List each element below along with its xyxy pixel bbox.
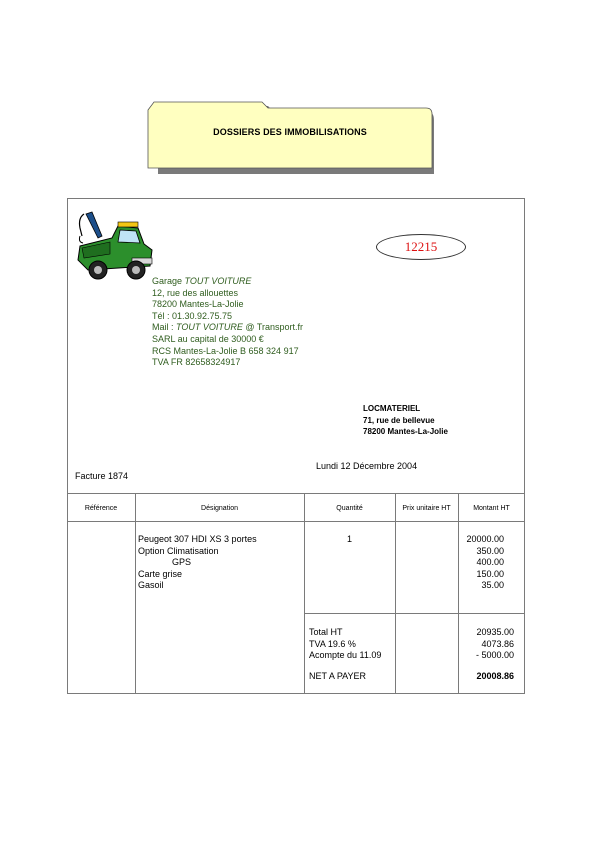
designation-list: [138, 534, 257, 592]
company-capital: SARL au capital de 30000 €: [152, 333, 264, 344]
amount-list: [458, 534, 504, 592]
amount-item: 350.00: [476, 545, 504, 556]
totals-labels: [309, 627, 381, 682]
folder-title: DOSSIERS DES IMMOBILISATIONS: [213, 127, 367, 137]
table-totals-border: [304, 613, 525, 614]
company-mail: Mail : TOUT VOITURE @ Transport.fr: [152, 322, 304, 333]
amount-item: 35.00: [481, 580, 504, 591]
company-name-line: Garage TOUT VOITURE: [152, 276, 252, 286]
net-a-payer-label: NET A PAYER: [309, 670, 367, 681]
header-quantity: Quantité: [336, 505, 363, 512]
amount-item: 400.00: [476, 557, 504, 568]
company-tva: TVA FR 82658324917: [152, 357, 241, 368]
folder-header: [146, 100, 438, 176]
company-address1: 12, rue des allouettes: [152, 287, 239, 298]
amount-item: 150.00: [476, 568, 504, 579]
company-phone: Tél : 01.30.92.75.75: [152, 310, 233, 321]
header-amount: Montant HT: [473, 505, 510, 512]
header-designation: Désignation: [201, 505, 238, 512]
designation-item: Peugeot 307 HDI XS 3 portes: [138, 534, 257, 544]
table-col-divider-3: [395, 493, 396, 694]
table-col-divider-2: [304, 493, 305, 694]
recipient-name: LOCMATERIEL: [363, 404, 421, 413]
tva-value: 4073.86: [481, 638, 514, 649]
table-col-divider-1: [135, 493, 136, 694]
header-unit-price: Prix unitaire HT: [402, 505, 451, 512]
recipient-address: [363, 403, 448, 438]
header-reference: Référence: [84, 505, 118, 512]
company-name: TOUT VOITURE: [184, 276, 252, 286]
company-info: [152, 276, 303, 369]
folder-icon: [146, 100, 438, 176]
designation-item: GPS: [172, 557, 192, 568]
invoice-number: Facture 1874: [75, 471, 129, 481]
tva-label: TVA 19.6 %: [309, 638, 356, 649]
tow-truck-icon: [72, 206, 154, 286]
company-rcs: RCS Mantes-La-Jolie B 658 324 917: [152, 345, 299, 356]
recipient-city: 78200 Mantes-La-Jolie: [363, 427, 448, 436]
acompte-value: - 5000.00: [475, 650, 514, 661]
net-a-payer-value: 20008.86: [476, 670, 514, 681]
totals-values: [458, 627, 514, 682]
total-ht-label: Total HT: [309, 627, 343, 637]
acompte-label: Acompte du 11.09: [309, 650, 382, 661]
designation-item: Option Climatisation: [138, 545, 219, 556]
total-ht-value: 20935.00: [476, 627, 514, 637]
designation-item: Carte grise: [138, 568, 183, 579]
amount-item: 20000.00: [466, 534, 504, 544]
designation-item: Gasoil: [138, 580, 164, 591]
invoice-stamp-number: 12215: [376, 234, 466, 260]
company-address2: 78200 Mantes-La-Jolie: [152, 299, 244, 310]
quantity-value: 1: [346, 534, 352, 544]
invoice-date: Lundi 12 Décembre 2004: [316, 461, 418, 471]
recipient-street: 71, rue de bellevue: [363, 415, 435, 425]
